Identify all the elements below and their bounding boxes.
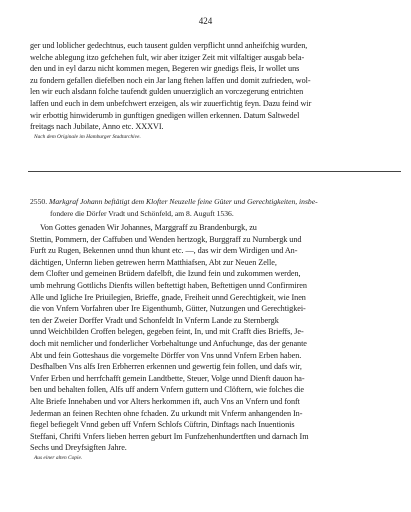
text-line: Von Gottes genaden Wir Johannes, Marggraff zu Brandenburgk, zu: [40, 223, 257, 232]
text-line: doch mit nemlicher und fonderlicher Vorbehaltunge und Anfuchunge, das der genante: [30, 338, 307, 348]
source-note: Aus einer alten Copie.: [34, 454, 83, 461]
document-number: 2550.: [30, 197, 48, 206]
section-divider: [28, 171, 401, 172]
heading-line-1: [30, 196, 401, 208]
text-line: unnd Weichbilden Croffen belegen, gegeben feint, In, und mit Crafft dies Brieffs, Je-: [30, 327, 304, 337]
text-line: Alle und Igliche Ire Priuilegien, Brieffe, gnade, Freiheit unnd Gerechtigkeit, wie Inen: [30, 292, 306, 302]
top-paragraph: [30, 40, 401, 142]
text-line: Steffani, Chrifti Vnfers lieben herren geburt Im Funfzehenhundertften und darnach Im: [30, 431, 309, 441]
text-line: zu fondern gefallen diefelben noch ein Jar lang ftehen laffen und domit zufrieden, wol-: [30, 75, 311, 85]
text-line: wir erbottig hinwiderumb in gunftigen gnedigen willen erkennen. Datum Saltwedel: [30, 110, 300, 120]
text-line: Furft zu Rugen, Bekennen unnd thun khunt etc. —, das wir dem Wirdigen und An-: [30, 246, 298, 256]
text-line: dächtigen, Unfernn lieben getrewen herrn Matthiafsen, Abt zur Neuen Zelle,: [30, 257, 277, 267]
text-line: ten der Zweier Dorffer Vradt und Schonfeldt In Vnferm Lande zu Sternbergk: [30, 315, 279, 325]
text-line: len wir euch alsdann folche taufendt gulden unuerziglich an vorczegerung entrichten: [30, 87, 304, 97]
text-line: dem Clofter und gemeinen Brüdern dafelbft, die Izund fein und zukommen werden,: [30, 269, 301, 279]
text-line: freitags nach Jubilate, Anno etc. XXXVI.: [30, 122, 164, 132]
page-number: 424: [198, 16, 213, 26]
text-line: Desfhalben Vns alfs Iren Erbherren erkennen und gewertig fein follen, und dafs wir,: [30, 362, 302, 372]
text-line: ben und behalten follen, Alfs uff andern Vnfern guttern und Clöftern, wie folches die: [30, 385, 304, 395]
document-heading: [30, 196, 401, 219]
text-line: Abt und fein Gotteshaus die vorgemelte Dörffer von Vns unnd Vnfern Erben haben.: [30, 350, 302, 360]
text-line: laffen und euch in dem unbefchwert erzeigen, als wir zuuerfichtig feyn. Dazu feind wir: [30, 98, 312, 108]
text-line: den und in eyl darzu nicht kommen megen, Begeren wir gnedigs fleis, Ir wollet uns: [30, 64, 300, 74]
text-line: Stettin, Pommern, der Caffuben und Wenden hertzogk, Burggraff zu Nurnbergk und: [30, 234, 302, 244]
text-line: umb mehrung Gottlichs Dienfts willen beftettigt haben, Beftettigen unnd Confirmiren: [30, 280, 307, 290]
main-paragraph: [30, 222, 401, 463]
text-line: die von Vnfern Vorfahren uber Ire Eigenthumb, Gütter, Nutzungen und Gerechtigkei-: [30, 304, 306, 314]
text-line: fiegel befiegelt Vnnd geben uff Vnfern Schlofs Cüftrin, Dinftags nach Inuentionis: [30, 420, 295, 430]
text-line: ger und loblicher gedechtnus, euch tausent gulden verpflicht unnd anheifchig wurden,: [30, 41, 308, 50]
heading-line-2: fondere die Dörfer Vradt und Schönfeld, am 8. Auguft 1536.: [50, 208, 234, 218]
text-line: Jederman an feinen Rechten ohne fchaden. Zu urkundt mit Vnferm anhangenden In-: [30, 408, 303, 418]
text-line: Alte Briefe Innehaben und vor Alters herkommen ift, auch Vns an Vnfern und fonft: [30, 396, 300, 406]
text-line: welche ablegung itzo gefchehen fult, wir aber itziger Zeit mit vilfaltiger ausgab bela-: [30, 52, 305, 62]
text-line: Vnfer Erben und herrfchafft gemein Landtbette, Steuer, Volge unnd Dienft dauon ha-: [30, 373, 305, 383]
source-note: Nach dem Originale im Hamburger Stadtarchive.: [34, 133, 141, 140]
text-line: Sechs und Dreyfsigften Jahre.: [30, 443, 127, 453]
heading-text-1: Markgraf Johann beftätigt dem Klofter Neuzelle feine Güter und Gerechtigkeiten, insbe-: [49, 197, 318, 206]
